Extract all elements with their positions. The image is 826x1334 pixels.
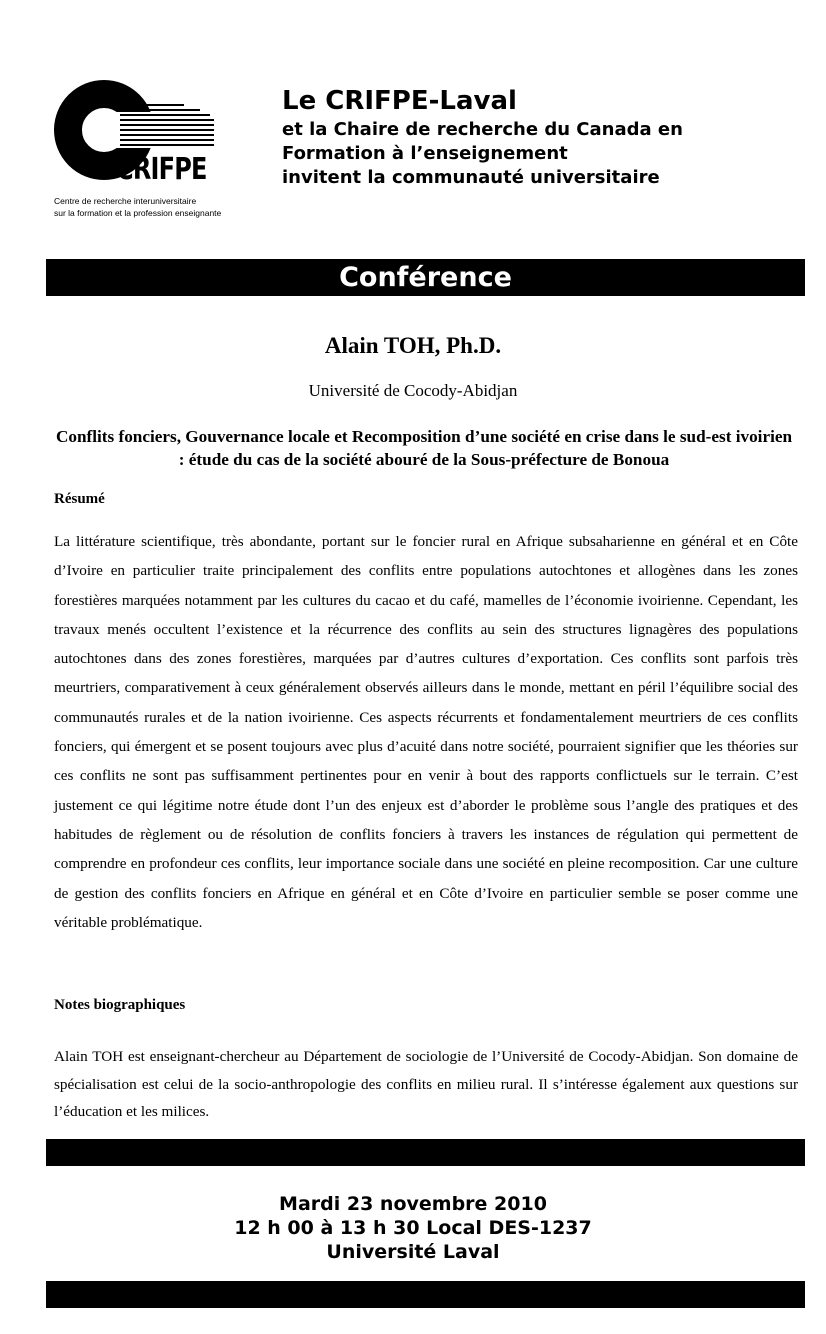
logo-wordmark: CRIFPE	[116, 152, 207, 187]
logo-tagline-2: sur la formation et la profession enseignante	[54, 208, 222, 218]
talk-title: Conflits fonciers, Gouvernance locale et Recomposition d’une société en crise dans le sud-est ivoirien : étude du cas de la société abouré de la Sous-préfecture de Bonoua	[55, 427, 793, 469]
header-line-2: Formation à l’enseignement	[282, 143, 568, 164]
header-block	[282, 84, 683, 190]
bio-text: Alain TOH est enseignant-chercheur au Département de sociologie de l’Université de Cocody-Abidjan. Son domaine de spécialisation est celui de la socio-anthropologie des conflits en milieu rural. Il s’intéresse également aux questions sur l’éducation et les milices.	[54, 1048, 798, 1120]
footer-bar	[46, 1281, 805, 1308]
header-line-3: invitent la communauté universitaire	[282, 167, 660, 188]
speaker-name: Alain TOH, Ph.D.	[324, 333, 502, 358]
speaker-affiliation: Université de Cocody-Abidjan	[308, 381, 518, 400]
header-line-1: et la Chaire de recherche du Canada en	[282, 119, 683, 140]
conference-banner: Conférence	[46, 259, 805, 296]
logo-tagline-1: Centre de recherche interuniversitaire	[54, 196, 197, 206]
event-date: Mardi 23 novembre 2010	[279, 1193, 547, 1215]
crifpe-logo	[54, 72, 224, 220]
header-title: Le CRIFPE-Laval	[282, 86, 517, 116]
resume-heading: Résumé	[54, 491, 105, 507]
event-venue: Université Laval	[326, 1241, 500, 1263]
event-time-place: 12 h 00 à 13 h 30 Local DES-1237	[234, 1217, 592, 1239]
divider-bar	[46, 1139, 805, 1166]
resume-text: La littérature scientifique, très abondante, portant sur le foncier rural en Afrique subsaharienne en général et en Côte d’Ivoire en particulier traite principalement des conflits entre populations autochtones et allogènes dans les zones forestières marquées notamment par les cultures du cacao et du café, mamelles de l’économie ivoirienne. Cependant, les travaux menés occultent l’existence et la récurrence des conflits au sein des structures lignagères des populations autochtones dans des zones forestières, marquées par d’autres cultures d’exportation. Ces conflits sont parfois très meurtriers, comparativement à ceux généralement observés ailleurs dans le monde, mettant en péril l’équilibre social des communautés rurales et de la nation ivoirienne. Ces aspects récurrents et fondamentalement meurtriers de ces conflits fonciers, qui émergent et se posent toujours avec plus d’acuité dans notre société, pourraient signifier que les théories sur ces conflits ne sont pas suffisamment pertinentes pour en venir à bout des rapports conflictuels sur le terrain. C’est justement ce qui légitime notre étude dont l’un des enjeux est d’aborder le problème sous l’angle des pratiques et des habitudes de règlement ou de résolution de conflits fonciers à travers les instances de régulation qui permettent de comprendre en profondeur ces conflits, leur importance sociale dans une société en pleine recomposition. Car une culture de gestion des conflits fonciers en Afrique en général et en Côte d’Ivoire en particulier semble se poser comme une véritable problématique.	[54, 533, 798, 931]
event-details	[0, 1192, 826, 1264]
bio-heading: Notes biographiques	[54, 997, 186, 1013]
